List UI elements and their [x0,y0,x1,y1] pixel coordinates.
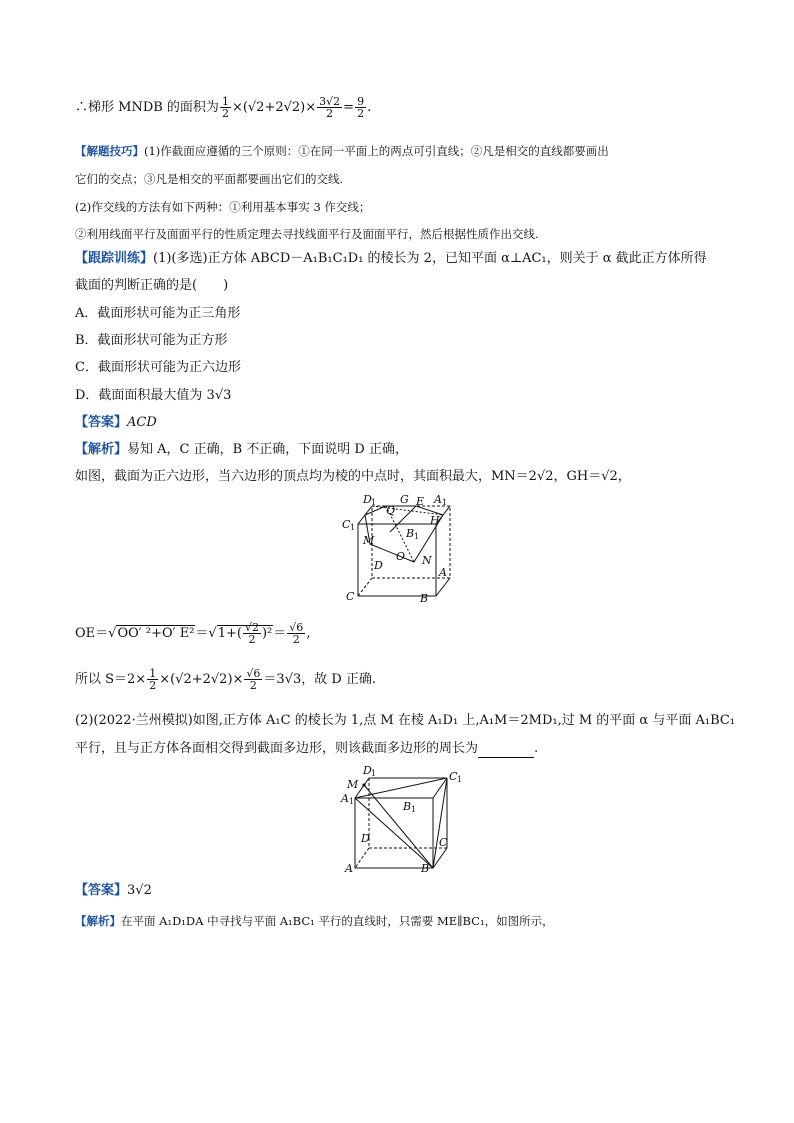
fig1-sub: 1 [442,498,448,507]
tips-tag: 【解题技巧】 [75,144,144,158]
training-text: (1)(多选)正方体 ABCD－A₁B₁C₁D₁ 的棱长为 2，已知平面 α⊥AC₁，则关于 α 截此正方体所得 [153,251,707,266]
numerator: √6 [246,667,261,680]
tips-line-4: ②利用线面平行及面面平行的性质定理去寻找线面平行及面面平行，然后根据性质作出交线. [75,227,539,241]
s-formula-line [75,668,376,691]
fig1-label: D [363,493,372,506]
analysis-1-line-1 [75,441,408,459]
answer-value: 3√2 [127,883,152,898]
s-middle: ×(√2+2√2)× [159,672,244,687]
option-a: A．截面形状可能为正三角形 [75,306,241,321]
fraction [220,96,231,119]
fig1-label: E [416,495,425,508]
fig1-label: C [346,590,355,603]
fig2-label: D [363,764,372,777]
denominator: 2 [149,679,157,692]
tips-text: (1)作截面应遵循的三个原则：①在同一平面上的两点可引直线；②凡是相交的直线都要画出 [144,144,609,158]
fig2-sub: 1 [457,775,463,784]
fig2-label: D [361,832,370,845]
fig2-label: M [347,778,359,791]
answer-blank [478,745,534,758]
analysis-tag: 【解析】 [75,914,121,928]
answer-value: ACD [127,415,157,430]
option-d: D．截面面积最大值为 3√3 [75,388,232,403]
fig1-label: Q [386,504,396,517]
comma: , [306,626,311,641]
oe-formula-line [75,622,310,645]
fig1-sub: 1 [371,498,377,507]
fig2-label: C [449,770,458,783]
numerator: 1 [149,667,157,680]
cube-figure-2 [335,764,465,874]
denominator: 2 [292,633,300,646]
numerator: 3√2 [319,95,341,108]
fig1-label: M [363,534,375,547]
fraction [317,96,342,119]
fig2-sub: 1 [411,805,417,814]
fig1-label: N [422,554,432,567]
oe-radicand: OO′ ²+O′ E² [117,626,195,641]
numerator: 9 [357,95,365,108]
fig1-label: A [439,566,447,579]
analysis-tag: 【解析】 [75,442,128,457]
equals: = [343,100,355,115]
fig1-sub: 1 [350,523,356,532]
fig1-label: D [374,559,383,572]
fig1-label: B [406,527,415,540]
fraction [243,622,261,645]
fig2-label: A [345,862,353,874]
s-prefix: 所以 S＝2× [75,672,147,687]
tips-line-1 [75,142,609,160]
denominator: 2 [248,633,256,646]
answer-1 [75,414,157,432]
option-c: C．截面形状可能为正六边形 [75,360,241,375]
analysis-2 [75,912,554,930]
answer-tag: 【答案】 [75,415,128,430]
analysis-text: 易知 A，C 正确，B 不正确，下面说明 D 正确， [127,442,408,457]
fraction [244,668,262,691]
oe-radicand-2 [217,621,274,646]
answer-2 [75,882,152,900]
fig1-label: G [400,493,409,506]
period: . [367,100,372,115]
denominator: 2 [326,107,334,120]
fraction [147,668,158,691]
training-tag: 【跟踪训练】 [75,251,154,266]
numerator: √2 [244,621,259,634]
question-2-text: 平行，且与正方体各面相交得到截面多边形，则该截面多边形的周长为 [75,741,479,756]
area-formula-line [75,96,371,119]
denominator: 2 [249,679,257,692]
tips-line-3: (2)作交线的方法有如下两种：①利用基本事实 3 作交线； [75,200,371,214]
fig1-label: C [342,518,351,531]
option-b: B．截面形状可能为正方形 [75,333,228,348]
radicand-end: )² [261,626,273,641]
formula-middle: ×(√2+2√2)× [231,100,317,115]
fraction [287,622,305,645]
oe-lhs: OE＝ [75,626,109,641]
period: . [534,741,539,756]
fig1-label: H [430,514,440,527]
tips-line-2: 它们的交点；③凡是相交的平面都要画出它们的交线. [75,172,344,186]
question-2-line-1: (2)(2022·兰州模拟)如图,正方体 A₁C 的棱长为 1,点 M 在棱 A₁D₁ 上,A₁M＝2MD₁,过 M 的平面 α 与平面 A₁BC₁ [75,713,736,728]
equals: ＝ [195,626,209,641]
fig2-label: B [421,862,430,874]
formula-prefix: ∴梯形 MNDB 的面积为 [75,100,219,115]
analysis-1-line-2: 如图，截面为正六边形，当六边形的顶点均为棱的中点时，其面积最大，MN＝2√2，GH＝√2， [75,469,631,484]
fig2-label: C [439,836,448,849]
s-end: ＝3√3，故 D 正确. [263,672,377,687]
fig2-sub: 1 [371,769,377,778]
equals: ＝ [273,626,287,641]
training-line-2: 截面的判断正确的是( ) [75,278,229,293]
fig2-label: B [403,800,412,813]
answer-tag: 【答案】 [75,883,128,898]
training-line-1 [75,250,707,268]
fraction [355,96,366,119]
fig1-label: A [434,493,442,506]
sqrt-symbol: √ [208,626,217,641]
fig2-sub: 1 [349,797,355,806]
numerator: √6 [289,621,304,634]
fig1-label: B [420,592,429,605]
radicand-start: 1+( [217,626,242,641]
fig1-sub: 1 [414,532,420,541]
analysis-text: 在平面 A₁D₁DA 中寻找与平面 A₁BC₁ 平行的直线时，只需要 ME∥BC₁，如图所示， [121,914,554,928]
denominator: 2 [221,107,229,120]
sqrt-symbol: √ [108,626,117,641]
fig1-label: O [396,550,406,563]
fig2-label: A [341,792,349,805]
denominator: 2 [357,107,365,120]
cube-hexagon-figure [330,492,460,606]
numerator: 1 [221,95,229,108]
question-2-line-2 [75,740,538,758]
